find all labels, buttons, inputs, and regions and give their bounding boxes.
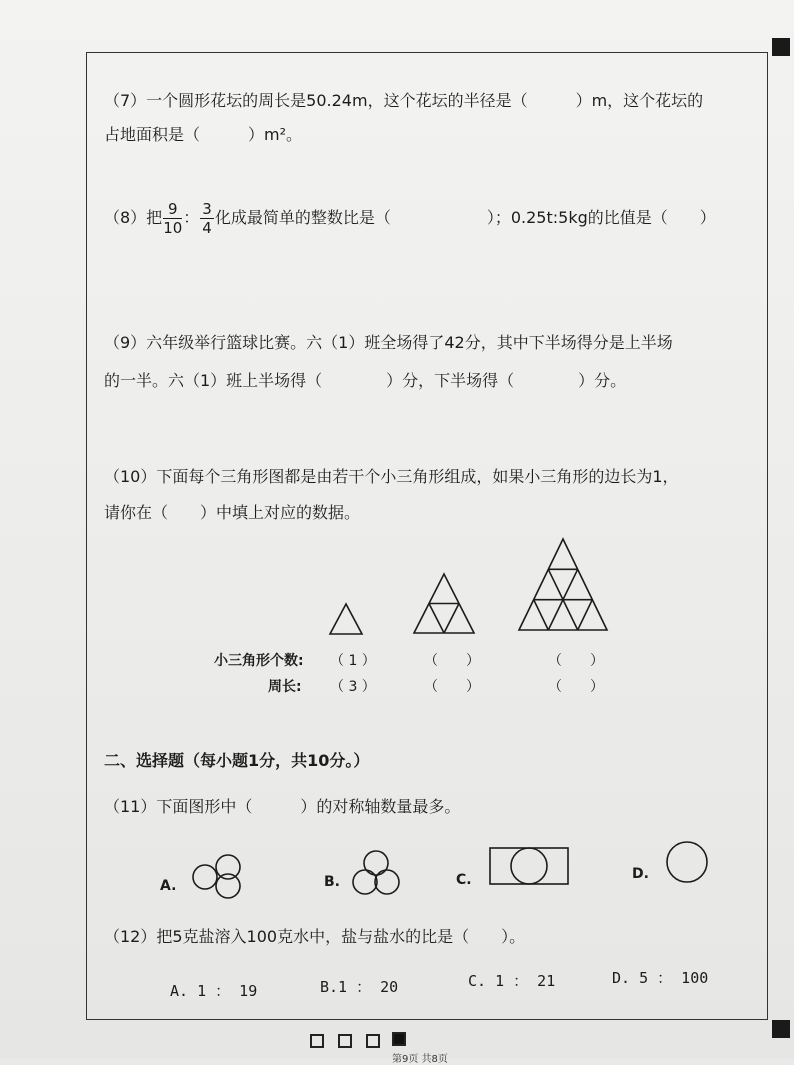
fraction-numerator: 9 [163, 200, 182, 219]
footer-marker-1 [310, 1034, 324, 1048]
question-8 [104, 198, 716, 238]
count-value-1: （ 1 ） [330, 653, 376, 669]
question-10-line-2: 请你在（ ）中填上对应的数据。 [104, 503, 361, 522]
question-9-line-1: （9）六年级举行篮球比赛。六（1）班全场得了42分，其中下半场得分是上半场 [104, 333, 673, 352]
count-value-2: （ ） [424, 653, 480, 669]
footer-marker-2 [338, 1034, 352, 1048]
fraction-denominator: 10 [163, 219, 183, 237]
option-d: D. 5 ： 100 [612, 969, 709, 987]
page-number: 第9页 共8页 [392, 1054, 448, 1065]
option-c-label: C. [456, 872, 472, 888]
perimeter-label: 周长: [268, 679, 302, 695]
fraction-denominator: 4 [202, 219, 212, 237]
ratio-colon: ： [183, 208, 200, 227]
count-value-3: （ ） [548, 653, 604, 669]
small-triangle-count-label: 小三角形个数: [214, 653, 304, 669]
registration-mark-bottom-right [772, 1020, 790, 1038]
fraction-numerator: 3 [202, 200, 212, 218]
question-11: （11）下面图形中（ ）的对称轴数量最多。 [104, 797, 461, 816]
section-2-title: 二、选择题（每小题1分，共10分。） [104, 751, 370, 770]
option-b-label: B. [324, 874, 340, 890]
question-7-line-2: 占地面积是（ ）m²。 [104, 125, 303, 144]
option-a: A. 1 ： 19 [170, 982, 258, 1000]
fraction-9-10 [163, 200, 182, 237]
question-10-line-1: （10）下面每个三角形图都是由若干个小三角形组成，如果小三角形的边长为1， [104, 467, 679, 486]
footer-marker-4 [392, 1032, 406, 1046]
question-9-line-2: 的一半。六（1）班上半场得（ ）分，下半场得（ ）分。 [104, 371, 627, 390]
question-7-line-1: （7）一个圆形花坛的周长是50.24m，这个花坛的半径是（ ）m，这个花坛的 [104, 91, 704, 110]
question-8-prefix: （8）把 [104, 208, 163, 227]
perimeter-value-1: （ 3 ） [330, 679, 376, 695]
option-c: C. 1 ： 21 [468, 972, 556, 990]
perimeter-value-2: （ ） [424, 679, 480, 695]
option-b: B.1 ： 20 [320, 978, 399, 996]
question-8-suffix: 化成最简单的整数比是（ ）；0.25t:5kg的比值是（ ） [214, 208, 716, 227]
footer-marker-3 [366, 1034, 380, 1048]
question-12: （12）把5克盐溶入100克水中，盐与盐水的比是（ ）。 [104, 927, 526, 946]
fraction-3-4 [200, 200, 214, 237]
perimeter-value-3: （ ） [548, 679, 604, 695]
option-d-label: D. [632, 866, 649, 882]
option-a-label: A. [160, 878, 177, 894]
registration-mark-top-right [772, 38, 790, 56]
